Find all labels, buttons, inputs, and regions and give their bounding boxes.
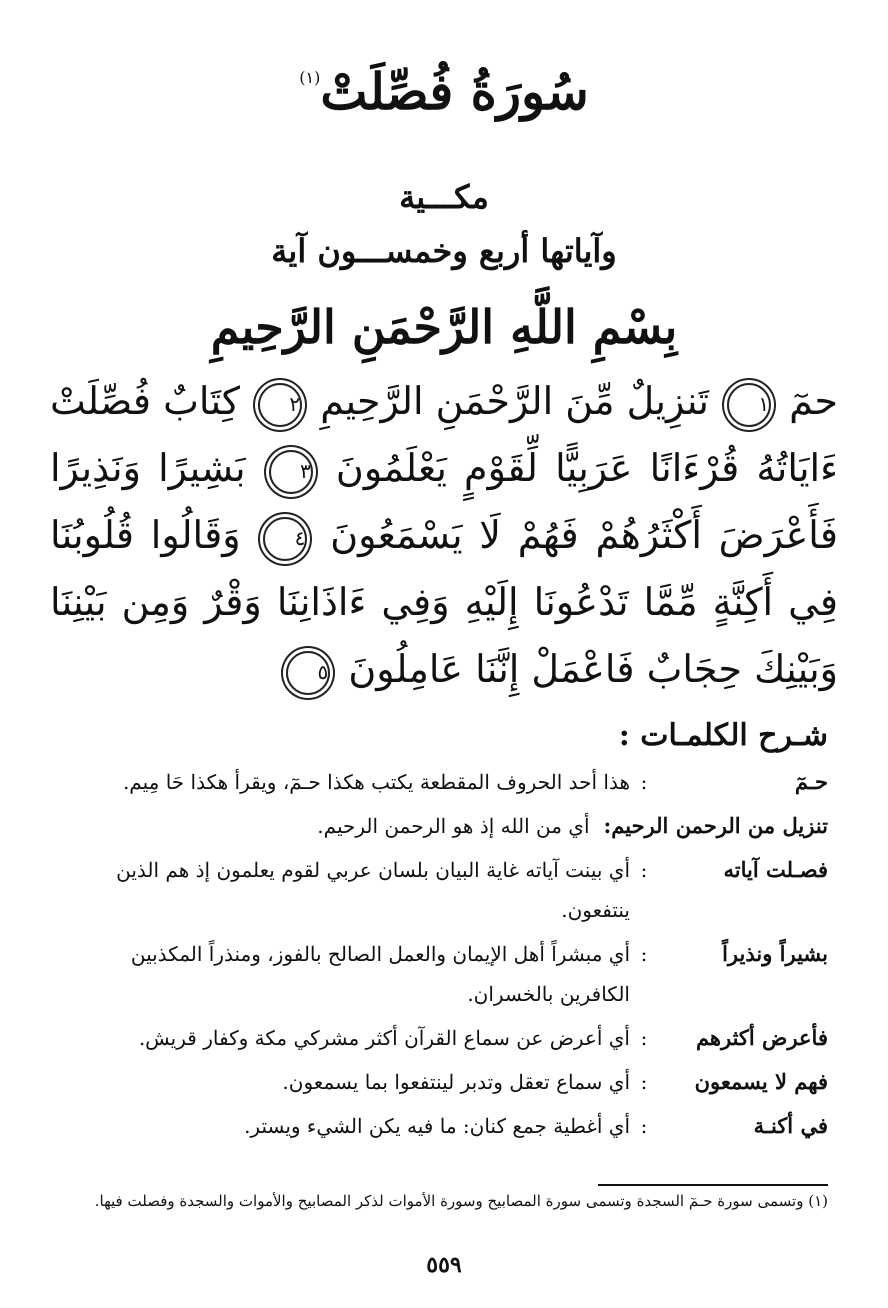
glossary-definition: أي أعرض عن سماع القرآن أكثر مشركي مكة وكفار قريش. xyxy=(138,1026,630,1050)
glossary-term: فهم لا يسمعون xyxy=(694,1069,828,1094)
verse-number-marker: ٢ xyxy=(258,383,302,427)
glossary-entry xyxy=(58,762,828,802)
glossary-term: فأعرض أكثرهم xyxy=(695,1025,828,1050)
verse-number-marker: ٣ xyxy=(269,450,313,494)
verse-text: بَشِيرًا وَنَذِيرًا فَأَعْرَضَ أَكْثَرُهُمْ فَهُمْ لَا يَسْمَعُونَ xyxy=(50,446,838,557)
glossary-separator: : xyxy=(640,942,648,966)
verse-text: كِتَابٌ فُصِّلَتْ ءَايَاتُهُ قُرْءَانًا عَرَبِيًّا لِّقَوْمٍ يَعْلَمُونَ xyxy=(50,379,838,490)
glossary-entry xyxy=(58,934,828,1014)
verse-count: وآياتها أربع وخمســـون آية xyxy=(271,232,617,270)
verse-number-marker: ٥ xyxy=(286,651,330,695)
glossary-entry xyxy=(58,1106,828,1146)
glossary-definition: أي أغطية جمع كنان: ما فيه يكن الشيء ويستر. xyxy=(244,1114,630,1138)
glossary-separator: : xyxy=(640,1114,648,1138)
verse-number-marker: ١ xyxy=(727,383,771,427)
surah-title xyxy=(0,62,888,122)
glossary-entry xyxy=(58,1018,828,1058)
verse-text: تَنزِيلٌ مِّنَ الرَّحْمَنِ الرَّحِيمِ xyxy=(320,379,709,423)
glossary-separator: : xyxy=(640,770,648,794)
glossary-entry xyxy=(58,1062,828,1102)
glossary-definition: أي من الله إذ هو الرحمن الرحيم. xyxy=(317,814,590,838)
glossary-term: فصـلت آياته xyxy=(723,857,828,882)
revelation-place: مكـــية xyxy=(399,178,489,216)
glossary-term: حـمٓ xyxy=(794,769,828,794)
footnote-divider xyxy=(598,1184,828,1186)
glossary-separator: : xyxy=(640,1070,648,1094)
footnote-reference: (١) xyxy=(299,68,321,87)
glossary-definition: أي سماع تعقل وتدبر لينتفعوا بما يسمعون. xyxy=(282,1070,630,1094)
basmala: بِسْمِ اللَّهِ الرَّحْمَنِ الرَّحِيمِ xyxy=(210,300,678,354)
glossary-entry xyxy=(58,806,828,846)
glossary-term: في أكنـة xyxy=(753,1113,828,1138)
verse-text: حمٓ xyxy=(789,379,838,423)
quran-text xyxy=(50,368,838,703)
glossary-separator: : xyxy=(640,1026,648,1050)
glossary-definition: هذا أحد الحروف المقطعة يكتب هكذا حـمٓ، ويقرأ هكذا حَا مِيم. xyxy=(122,770,630,794)
footnote: (١) وتسمى سورة حـمٓ السجدة وتسمى سورة المصابيح وسورة الأموات لذكر المصابيح والأموات والسجدة وفصلت فيها. xyxy=(94,1192,828,1210)
surah-title-text: سُورَةُ فُصِّلَتْ xyxy=(320,62,589,121)
glossary-entry xyxy=(58,850,828,930)
page-number: ٥٥٩ xyxy=(426,1252,462,1278)
glossary-term: تنزيل من الرحمن الرحيم: xyxy=(603,813,828,838)
verse-text: وَقَالُوا قُلُوبُنَا فِي أَكِنَّةٍ مِّمَّا تَدْعُونَا إِلَيْهِ وَفِي ءَاذَانِنَا وَقْرٌ وَمِن بَيْنِنَا وَبَيْنِكَ حِجَابٌ فَاعْمَلْ إِنَّنَا عَامِلُونَ xyxy=(50,513,838,691)
glossary-definition: أي بينت آياته غاية البيان بلسان عربي لقوم يعلمون إذ هم الذين ينتفعون. xyxy=(116,858,630,922)
glossary-heading: شـرح الكلمـات : xyxy=(618,718,828,753)
glossary-definition: أي مبشراً أهل الإيمان والعمل الصالح بالفوز، ومنذراً المكذبين الكافرين بالخسران. xyxy=(130,942,630,1006)
verse-number-marker: ٤ xyxy=(263,517,307,561)
glossary-term: بشيراً ونذيراً xyxy=(722,941,828,966)
glossary-list xyxy=(58,762,828,1150)
glossary-separator: : xyxy=(640,858,648,882)
